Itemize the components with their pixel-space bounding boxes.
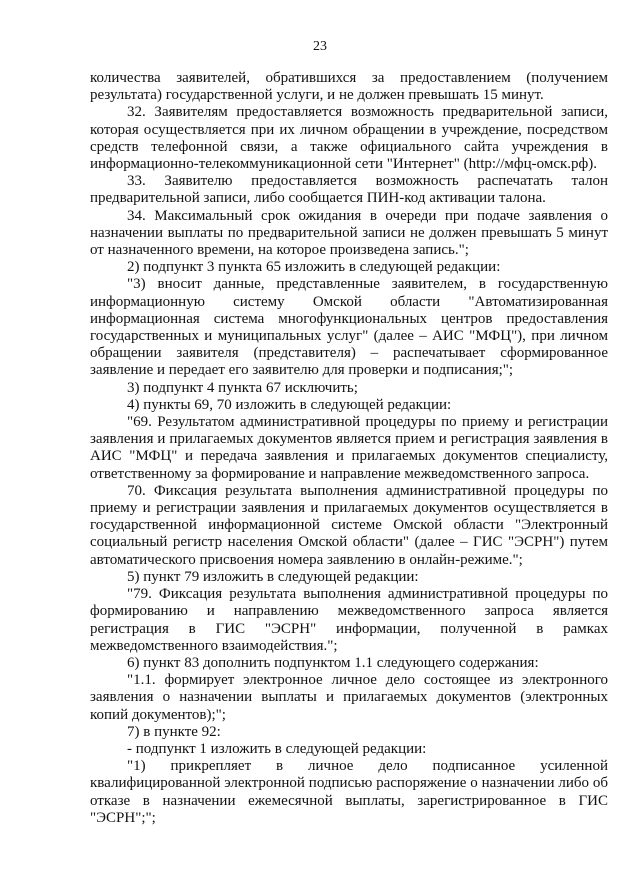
paragraph: 5) пункт 79 изложить в следующей редакции: xyxy=(127,568,419,585)
paragraph: 7) в пункте 92: xyxy=(127,723,221,740)
paragraph: 32. Заявителям предоставляется возможность предварительной записи, которая осуществляется при их личном обращении в учреждение, посредством средств телефонной связи, а также официального сайта учреждения в информационно-телекоммуникационной сети "Интернет" (http://мфц-омск.рф). xyxy=(90,104,608,173)
document-body xyxy=(90,70,608,827)
paragraph: - подпункт 1 изложить в следующей редакции: xyxy=(127,740,427,757)
paragraph: 33. Заявителю предоставляется возможность распечатать талон предварительной записи, либо сообщается ПИН-код активации талона. xyxy=(90,173,608,207)
paragraph: количества заявителей, обратившихся за предоставлением (получением результата) государственной услуги, и не должен превышать 15 минут. xyxy=(90,70,608,104)
paragraph: 70. Фиксация результата выполнения административной процедуры по приему и регистрации заявления и прилагаемых документов осуществляется в государственной информационной системе Омской области "Электронный социальный регистр населения Омской области" (далее – ГИС "ЭСРН") путем автоматического присвоения номера заявлению в онлайн-режиме."; xyxy=(90,482,608,568)
paragraph: 34. Максимальный срок ожидания в очереди при подаче заявления о назначении выплаты по предварительной записи не должен превышать 5 минут от назначенного времени, на которое произведена запись."; xyxy=(90,207,608,259)
paragraph: "1) прикрепляет в личное дело подписанное усиленной квалифицированной электронной подписью распоряжение о назначении либо об отказе в назначении ежемесячной выплаты, зарегистрированное в ГИС "ЭСРН";"; xyxy=(90,758,608,826)
paragraph: "69. Результатом административной процедуры по приему и регистрации заявления и прилагаемых документов является прием и регистрация заявления в АИС "МФЦ" и передача заявления и прилагаемых документов специалисту, ответственному за формирование и направление межведомственного запроса. xyxy=(90,414,608,482)
paragraph: 4) пункты 69, 70 изложить в следующей редакции: xyxy=(127,396,452,413)
paragraph: 6) пункт 83 дополнить подпунктом 1.1 следующего содержания: xyxy=(127,654,539,671)
page-number: 23 xyxy=(313,39,327,54)
paragraph: "79. Фиксация результата выполнения административной процедуры по формированию и направлению межведомственного запроса является регистрация в ГИС "ЭСРН" информации, полученной в рамках межведомственного взаимодействия."; xyxy=(90,586,608,654)
paragraph: "1.1. формирует электронное личное дело состоящее из электронного заявления о назначении выплаты и прилагаемых документов (электронных копий документов);"; xyxy=(90,672,608,723)
paragraph: "3) вносит данные, представленные заявителем, в государственную информационную систему Омской области "Автоматизированная информационная система многофункциональных центров предоставления государственных и муниципальных услуг" (далее – АИС "МФЦ"), при личном обращении заявителя (представителя) – распечатывает сформированное заявление и передает его заявителю для проверки и подписания;"; xyxy=(90,276,608,379)
paragraph: 2) подпункт 3 пункта 65 изложить в следующей редакции: xyxy=(127,259,501,276)
paragraph: 3) подпункт 4 пункта 67 исключить; xyxy=(127,379,358,396)
